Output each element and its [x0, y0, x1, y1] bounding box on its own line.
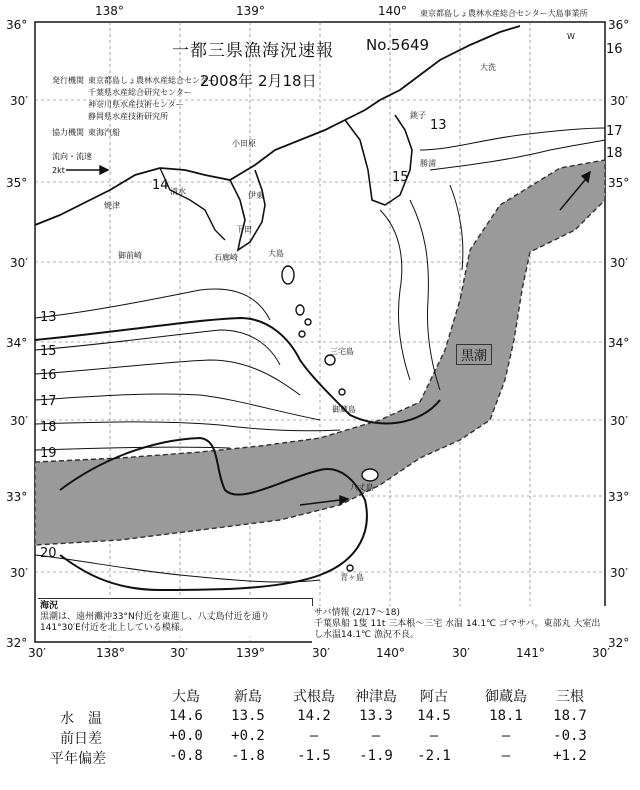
kuroshio-label: 黒潮: [456, 344, 492, 365]
notes-text: 黒潮は、遠州灘沖33°N付近を東進し、八丈島付近を通り141°30′E付近を北上している模様。: [40, 612, 270, 633]
table-cell: -0.3: [553, 728, 587, 744]
table-cell: -2.1: [417, 748, 451, 764]
lat-label-right: 30′: [610, 94, 628, 108]
table-col-header: 大島: [172, 689, 200, 705]
report-title: 一都三県漁海況速報: [172, 41, 334, 61]
table-cell: —: [429, 728, 439, 744]
isotherm-label: 13: [430, 118, 447, 133]
isotherm-label: 14: [152, 178, 169, 193]
lat-label: 34°: [6, 336, 28, 350]
table-col-header: 三根: [556, 689, 584, 705]
table-cell: 14.6: [169, 708, 203, 724]
lat-label: 30′: [10, 94, 28, 108]
lat-label: 32°: [6, 636, 28, 650]
isotherm-label: 20: [40, 546, 57, 561]
table-cell: 13.5: [231, 708, 265, 724]
lon-label-bottom: 30′: [312, 646, 330, 660]
table-cell: 18.1: [489, 708, 523, 724]
isotherm-label: 15: [392, 170, 409, 185]
lon-label-top: 138°: [95, 4, 124, 18]
place-label: 大洗: [480, 63, 496, 72]
lat-label-right: 30′: [610, 566, 628, 580]
isotherm-label: 13: [40, 310, 57, 325]
orgs-label: 発行機関: [52, 76, 84, 85]
suruga-coast: [160, 168, 225, 240]
table-cell: —: [501, 748, 511, 764]
flow-speed-label: 2kt: [52, 166, 65, 175]
lat-label-right: 30′: [610, 256, 628, 270]
lon-label-top: 139°: [236, 4, 265, 18]
table-cell: -0.8: [169, 748, 203, 764]
isotherm-label: 18: [606, 146, 623, 161]
place-label: 三宅島: [330, 347, 354, 356]
lon-label-bottom: 30′: [452, 646, 470, 660]
table-cell: -1.9: [359, 748, 393, 764]
table-cell: 18.7: [553, 708, 587, 724]
lon-label-bottom: 30′: [170, 646, 188, 660]
table-cell: 13.3: [359, 708, 393, 724]
lon-label-bottom: 140°: [376, 646, 405, 660]
table-col-header: 式根島: [293, 689, 335, 705]
coop-org: 東海汽船: [88, 128, 120, 137]
table-row-label: 前日差: [60, 731, 102, 747]
table-row-label: 平年偏差: [50, 751, 106, 767]
isotherm-label: 19: [40, 446, 57, 461]
table-col-header: 御蔵島: [485, 689, 527, 705]
org-item: 東京都島しょ農林水産総合センター: [88, 76, 216, 85]
place-label: 伊東: [248, 191, 264, 200]
table-cell: 14.5: [417, 708, 451, 724]
lat-label-right: 35°: [608, 176, 630, 190]
report-date: 2008年 2月18日: [200, 72, 317, 90]
saba-text: 千葉県船 1隻 11t 三本根〜三宅 水温 14.1℃ ゴマサバ。東部丸 大室出し水温14.1℃ 漁況不良。: [314, 619, 601, 640]
flow-legend-label: 流向・流速: [52, 152, 92, 161]
table-row-label: 水 温: [60, 711, 102, 727]
lon-label-top: 140°: [378, 4, 407, 18]
isotherm-label: 16: [40, 368, 57, 383]
table-col-header: 神津島: [355, 689, 397, 705]
issue-number: No.5649: [366, 36, 430, 54]
lat-label: 33°: [6, 490, 28, 504]
org-item: 神奈川県水産技術センター: [88, 100, 184, 109]
lon-label-bottom: 30′: [28, 646, 46, 660]
izu-islands: [282, 266, 378, 571]
table-col-header: 阿古: [420, 689, 448, 705]
lat-label-right: 32°: [608, 636, 630, 650]
table-cell: —: [371, 728, 381, 744]
lat-label-right: 33°: [608, 490, 630, 504]
table-col-header: 新島: [234, 689, 262, 705]
credit-text: 東京都島しょ農林水産総合センター大島事業所: [420, 9, 588, 18]
place-label: 石廊崎: [214, 253, 238, 262]
place-label: 大島: [268, 249, 284, 258]
org-item: 静岡県水産技術研究所: [88, 112, 168, 121]
lon-label-bottom: 141°: [516, 646, 545, 660]
notes-title: 海況: [40, 601, 59, 611]
place-label: 御蔵島: [332, 405, 356, 414]
lat-label: 30′: [10, 256, 28, 270]
org-item: 千葉県水産総合研究センター: [88, 88, 192, 97]
isotherm-label: 17: [606, 124, 623, 139]
lon-label-bottom: 139°: [236, 646, 265, 660]
place-label: 青ヶ島: [340, 573, 364, 582]
table-cell: +1.2: [553, 748, 587, 764]
isotherm-label: 17: [40, 394, 57, 409]
lat-label-right: 36°: [608, 18, 630, 32]
place-label: 下田: [236, 225, 252, 234]
coop-label: 協力機関: [52, 128, 84, 137]
lat-label: 36°: [6, 18, 28, 32]
isotherm-label: 16: [606, 42, 623, 57]
place-label: 銚子: [410, 111, 426, 120]
place-label: 勝浦: [420, 159, 436, 168]
table-cell: -1.8: [231, 748, 265, 764]
table-cell: —: [309, 728, 319, 744]
place-label: 御前崎: [118, 251, 142, 260]
place-label: 小田原: [232, 139, 256, 148]
wind-marker: W: [567, 32, 575, 41]
lat-label: 30′: [10, 414, 28, 428]
lat-label-right: 34°: [608, 336, 630, 350]
table-cell: -1.5: [297, 748, 331, 764]
lat-label-right: 30′: [610, 414, 628, 428]
place-label: 焼津: [104, 201, 120, 210]
table-cell: —: [501, 728, 511, 744]
place-label: 清水: [170, 187, 186, 196]
lat-label: 35°: [6, 176, 28, 190]
isotherm-label: 15: [40, 344, 57, 359]
isotherm-label: 18: [40, 420, 57, 435]
lon-label-bottom: 30′: [592, 646, 610, 660]
place-label: 八丈島: [350, 483, 374, 492]
table-cell: 14.2: [297, 708, 331, 724]
boso-peninsula: [345, 115, 412, 205]
lon-label-bottom: 138°: [96, 646, 125, 660]
saba-title: サバ情報 (2/17〜18): [314, 608, 401, 618]
lat-label: 30′: [10, 566, 28, 580]
sea-condition-notes: [38, 598, 313, 636]
mackerel-info: [312, 606, 606, 643]
table-cell: +0.0: [169, 728, 203, 744]
table-cell: +0.2: [231, 728, 265, 744]
